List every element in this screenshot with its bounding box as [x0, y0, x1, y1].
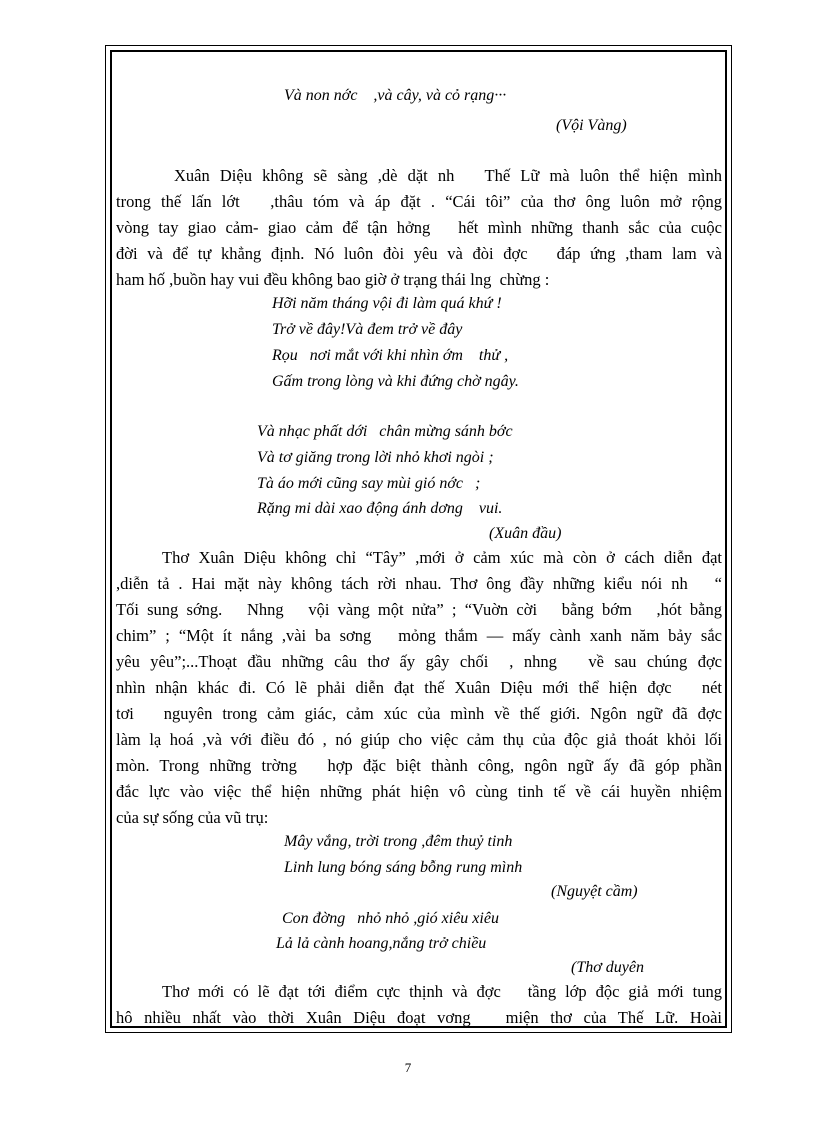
poem-line: Linh lung bóng sáng bỗng rung mình [284, 859, 523, 876]
paragraph-line: Thơ Xuân Diệu không chỉ “Tây” ,mới ở cảm xúc mà còn ở cách diễn đạt [162, 548, 722, 567]
paragraph-line: yêu yêu”;...Thoạt đầu những câu thơ ấy gây chối , nhng về sau chúng đợc [116, 652, 722, 671]
poem-line: Trở về đây!Và đem trở về đây [272, 321, 463, 338]
poem-line: Tà áo mới cũng say mùi gió nớc ; [257, 475, 481, 492]
poem-line: Gấm trong lòng và khi đứng chờ ngây. [272, 373, 519, 390]
paragraph-line: nhìn nhận khác đi. Có lẽ phải diễn đạt thế Xuân Diệu mới thể hiện đợc nét [116, 678, 722, 697]
poem-source: (Thơ duyên [571, 959, 644, 976]
poem-line: Mây vắng, trời trong ,đêm thuỷ tinh [284, 833, 513, 850]
paragraph-line: đắc lực vào việc thể hiện những phát hiện vô cùng tinh tế về cái huyền nhiệm [116, 782, 722, 801]
paragraph-line: của sự sống của vũ trụ: [116, 808, 269, 827]
paragraph-line: mòn. Trong những trờng hợp đặc biệt thành công, ngôn ngữ ấy đã góp phần [116, 756, 722, 775]
paragraph-line: ,diễn tả . Hai mặt này không tách rời nhau. Thơ ông đầy những kiểu nói nh “ [116, 574, 722, 593]
paragraph-line: ham hố ,buồn hay vui đều không bao giờ ở trạng thái lng chừng : [116, 270, 550, 289]
paragraph-line: làm lạ hoá ,và với điều đó , nó giúp cho việc cảm thụ của độc giả thoát khỏi lối [116, 730, 722, 749]
poem-line: Rọu nơi mắt với khi nhìn ớm thử , [272, 347, 509, 364]
poem-source: (Xuân đầu) [489, 525, 562, 542]
paragraph-line: trong thế lấn lớt ,thâu tóm và áp đặt . “Cái tôi” của thơ ông luôn mở rộng [116, 192, 722, 211]
paragraph-line: Thơ mới có lẽ đạt tới điểm cực thịnh và đợc tầng lớp độc giả mới tung [162, 982, 722, 1001]
paragraph-line: Xuân Diệu không sẽ sàng ,dè dặt nh Thế Lữ mà luôn thể hiện mình [174, 166, 722, 185]
poem-line: Hỡi năm tháng vội đi làm quá khứ ! [272, 295, 502, 312]
paragraph-line: vòng tay giao cảm- giao cảm để tận hởng hết mình những thanh sắc của cuộc [116, 218, 722, 237]
paragraph-line: tơi nguyên trong cảm giác, cảm xúc của mình về thế giới. Ngôn ngữ đã đợc [116, 704, 722, 723]
paragraph-line: hô nhiều nhất vào thời Xuân Diệu đoạt vơng miện thơ của Thế Lữ. Hoài [116, 1008, 722, 1027]
poem-line: Con đờng nhỏ nhỏ ,gió xiêu xiêu [282, 910, 499, 927]
paragraph-line: đời và để tự khẳng định. Nó luôn đòi yêu và đòi đợc đáp ứng ,tham lam và [116, 244, 722, 263]
poem-source: (Nguyệt cầm) [551, 883, 638, 900]
poem-line: Và tơ giăng trong lời nhỏ khơi ngòi ; [257, 449, 494, 466]
poem-line: Rặng mi dài xao động ánh dơng vui. [257, 500, 503, 517]
paragraph-line: chim” ; “Một ít nắng ,vài ba sơng mỏng thắm — mấy cành xanh năm bảy sắc [116, 626, 722, 645]
verse-source: (Vội Vàng) [556, 117, 627, 134]
poem-line: Lả lả cành hoang,nắng trở chiều [276, 935, 487, 952]
verse-line: Và non nớc ,và cây, và cỏ rạng··· [284, 87, 507, 104]
paragraph-line: Tối sung sớng. Nhng vội vàng một nửa” ; “Vuờn cời bằng bớm ,hót bằng [116, 600, 722, 619]
page-number: 7 [404, 1060, 412, 1075]
poem-line: Và nhạc phất dới chân mừng sánh bớc [257, 423, 513, 440]
